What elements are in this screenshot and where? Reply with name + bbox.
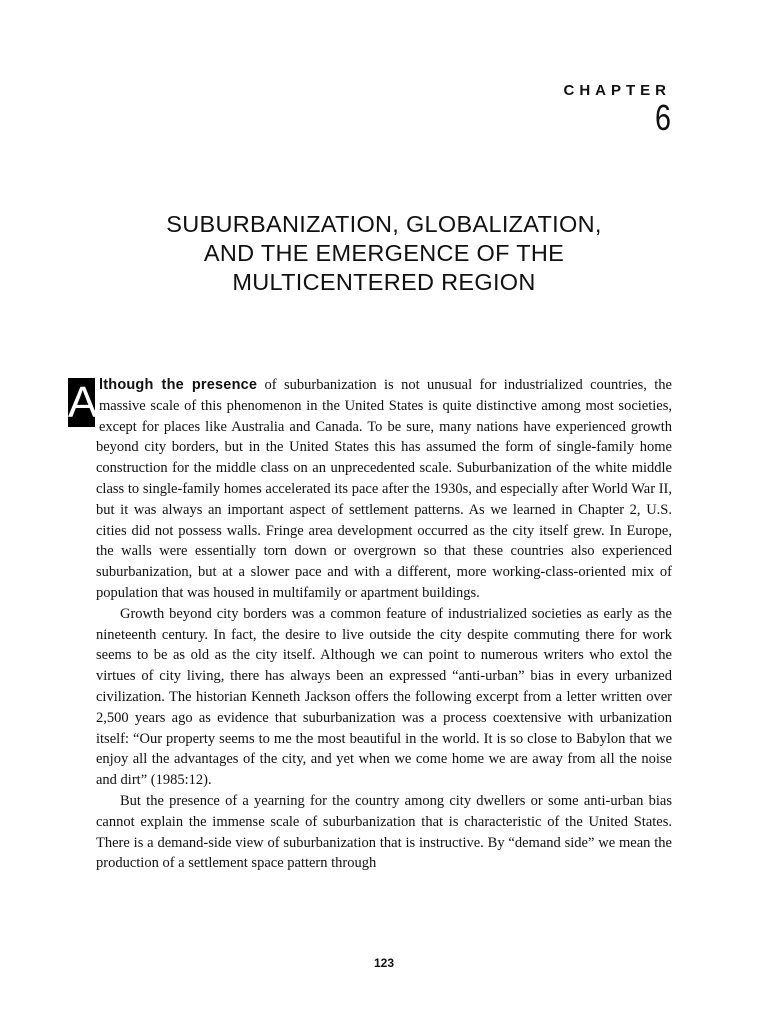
body-text <box>68 375 672 874</box>
chapter-title <box>96 210 672 297</box>
chapter-title-line-2: AND THE EMERGENCE OF THE <box>203 240 565 266</box>
chapter-title-line-3: MULTICENTERED REGION <box>232 269 536 295</box>
chapter-label: CHAPTER <box>563 82 671 99</box>
chapter-number: 6 <box>654 97 671 138</box>
drop-cap: A <box>68 378 98 427</box>
chapter-title-line-1: SUBURBANIZATION, GLOBALIZATION, <box>166 211 602 237</box>
paragraph-3: But the presence of a yearning for the country among city dwellers or some anti-urban bias cannot explain the immense scale of suburbanization that is characteristic of the United States. There is a demand-side view of suburbanization that is instructive. By “demand side” we mean the production of a settlement space pattern through <box>96 792 672 872</box>
paragraph-1 <box>68 375 672 604</box>
paragraph-2: Growth beyond city borders was a common feature of industrialized societies as early as the nineteenth century. In fact, the desire to live outside the city despite commuting there for work seems to be as old as the city itself. Although we can point to numerous writers who extol the virtues of city living, there has always been an expressed “anti-urban” bias in every urbanized civilization. The historian Kenneth Jackson offers the following excerpt from a letter written over 2,500 years ago as evidence that suburbanization was a process coextensive with urbanization itself: “Our property seems to me the most beautiful in the world. It is so close to Babylon that we enjoy all the advantages of the city, and yet when we come home we are away from all the noise and dirt” (1985:12). <box>96 605 672 789</box>
page-number: 123 <box>373 956 395 970</box>
lead-in: lthough the presence <box>99 377 258 393</box>
paragraph-1-text: of suburbanization is not unusual for industrialized countries, the massive scale of this phenomenon in the United States is quite distinctive among most societies, except for places like Australia and Canada. To be sure, many nations have experienced growth beyond city borders, but in the United States this has assumed the form of single-family home construction for the middle class on an unprecedented scale. Suburbanization of the white middle class to single-family homes accelerated its pace after the 1930s, and especially after World War II, but it was always an important aspect of settlement patterns. As we learned in Chapter 2, U.S. cities did not possess walls. Fringe area development occurred as the city itself grew. In Europe, the walls were essentially torn down or overgrown so that these countries also experienced suburbanization, but at a slower pace and with a different, more working-class-oriented mix of population that was housed in multifamily or apartment buildings. <box>96 377 672 601</box>
